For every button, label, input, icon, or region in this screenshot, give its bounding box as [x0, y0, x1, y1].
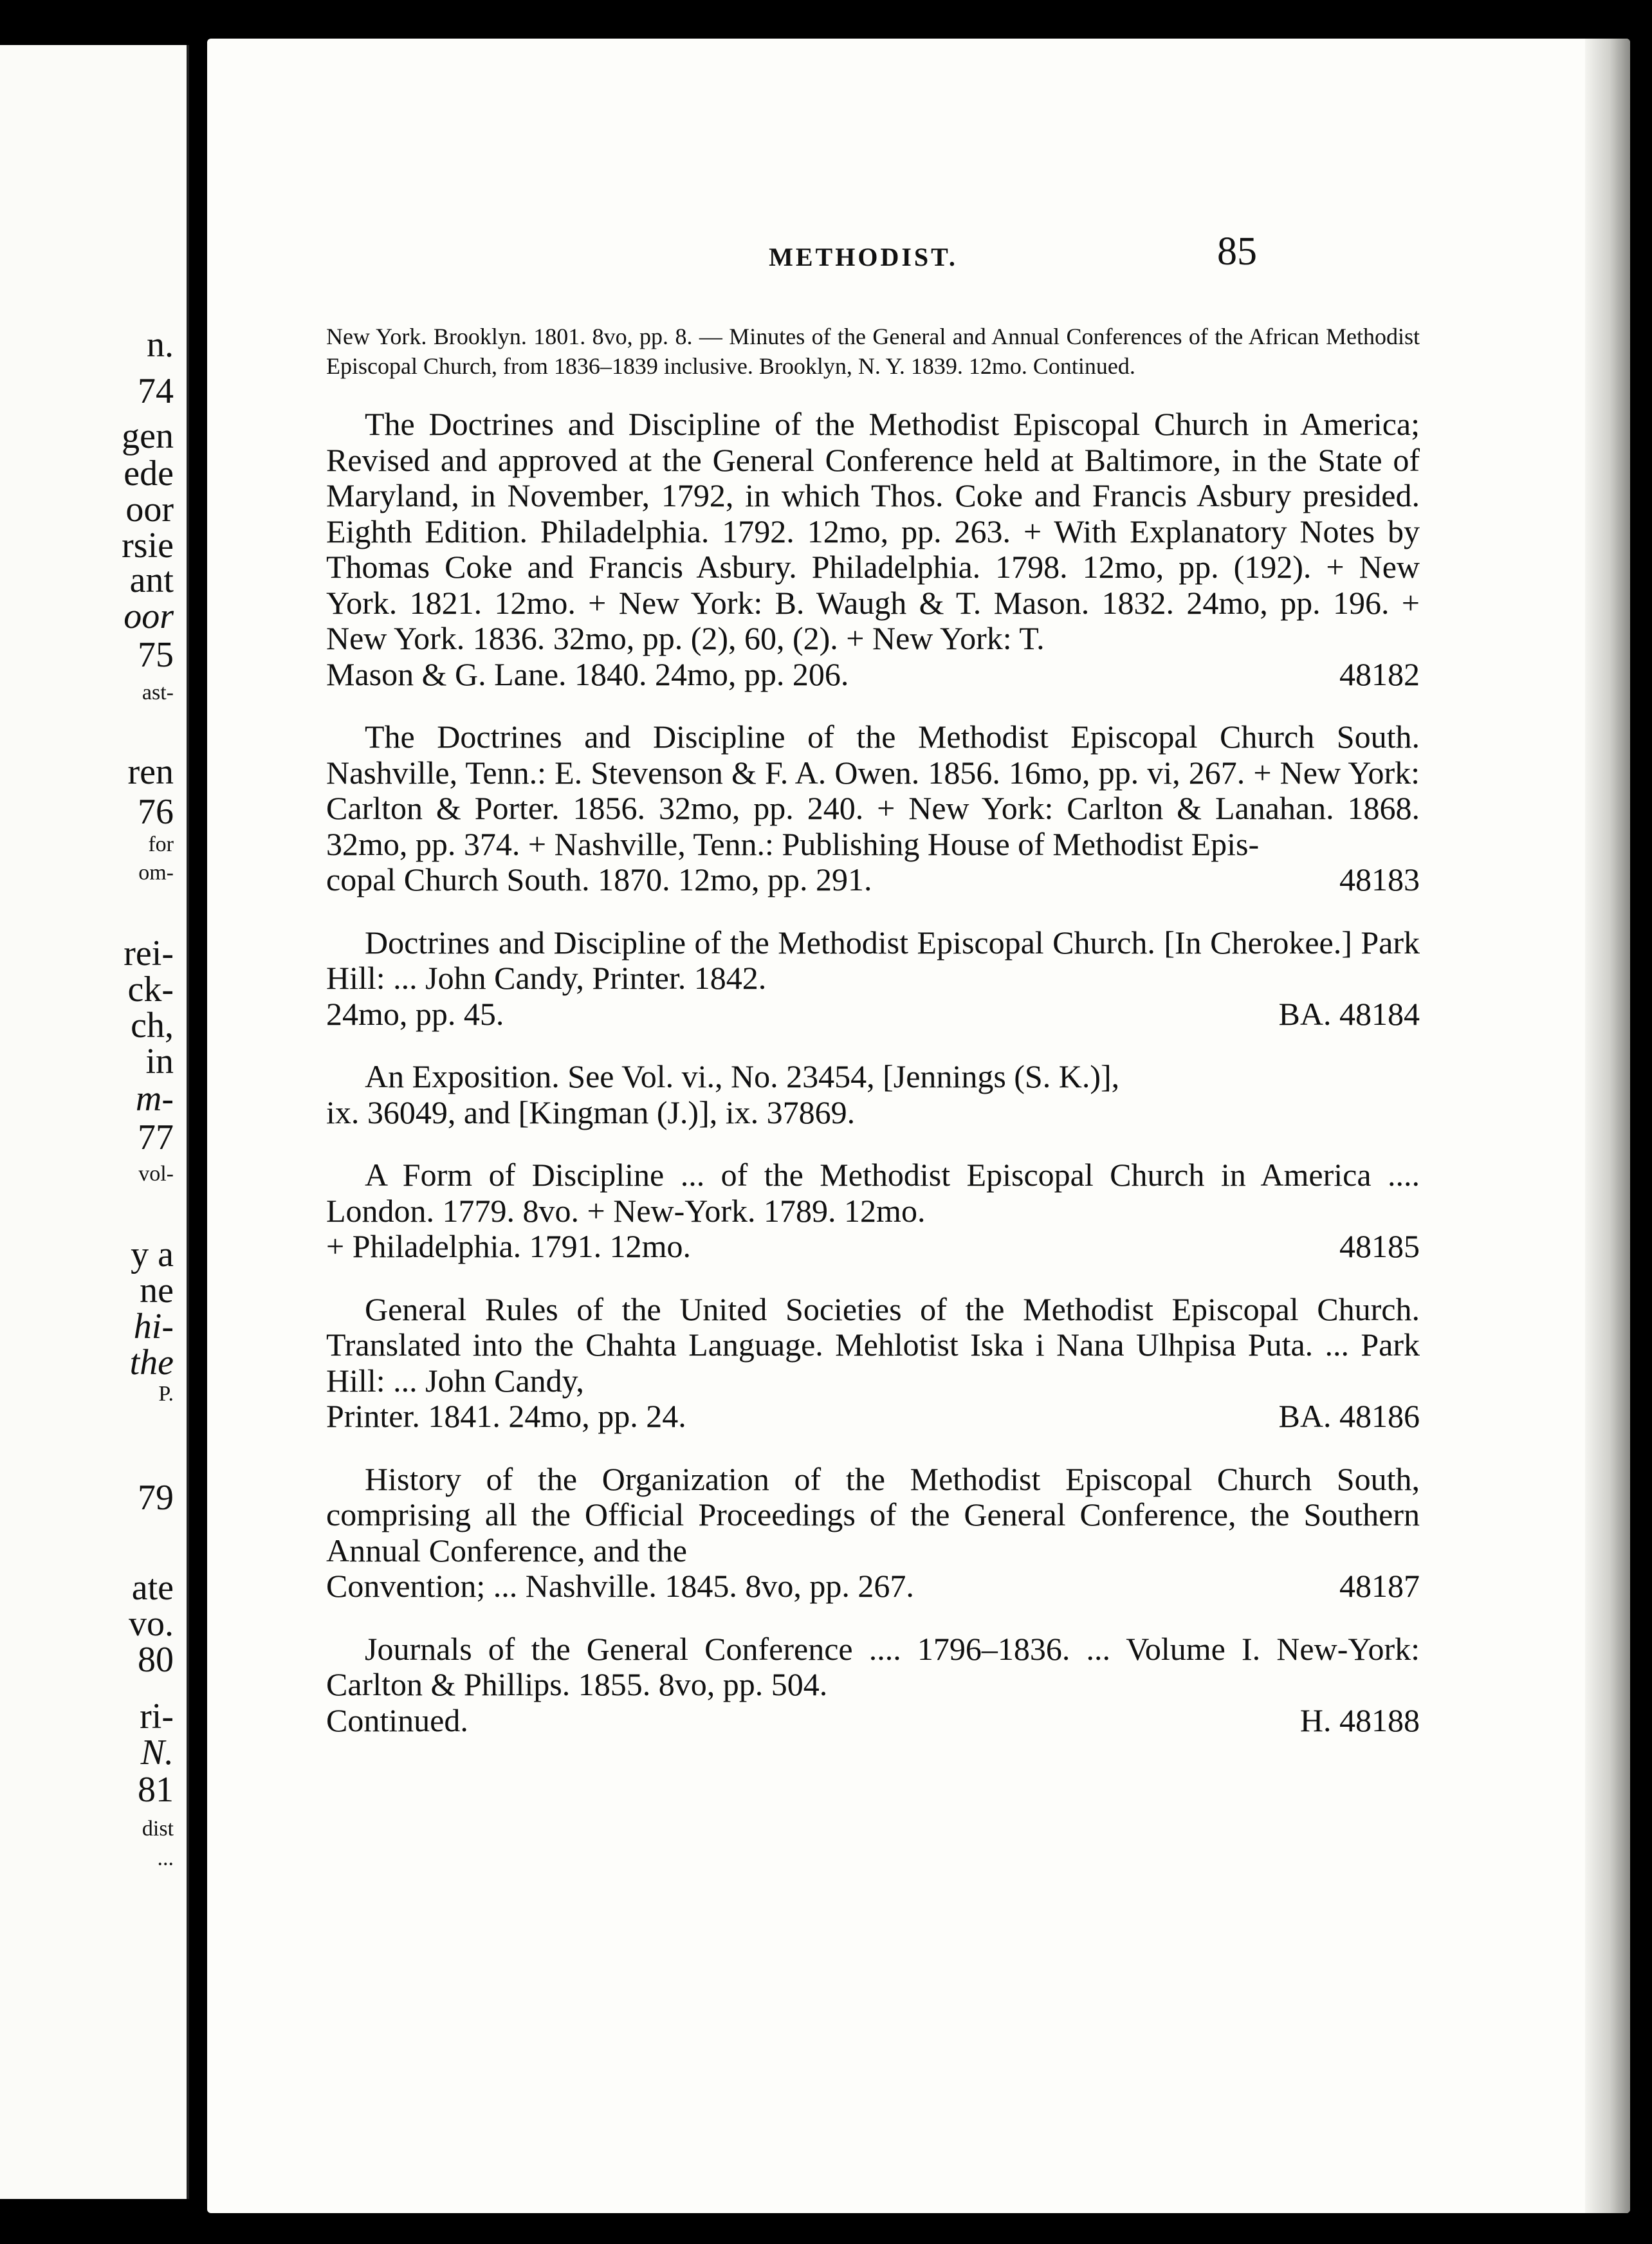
- facing-page-text: ck-: [127, 970, 174, 1009]
- facing-page-text: ri-: [140, 1697, 174, 1736]
- facing-page-text: ren: [127, 752, 174, 792]
- bibliography-entry: [326, 1059, 1420, 1130]
- entry-number: 48183: [1339, 861, 1420, 897]
- facing-page-text: y a: [131, 1235, 174, 1274]
- entry-final-line: [326, 657, 1420, 693]
- facing-page-text: ant: [129, 560, 174, 600]
- entry-number: H. 48188: [1299, 1702, 1420, 1738]
- entry-text: Journals of the General Conference .... 1796–1836. ... Volume I. New-York: Carlton & Phillips. 1855. 8vo, pp. 504.: [326, 1630, 1420, 1702]
- facing-page-text: ede: [124, 454, 174, 493]
- entry-number: 48185: [1339, 1228, 1420, 1264]
- entry-text: History of the Organization of the Methodist Episcopal Church South, comprising all the Official Proceedings of the General Conference, the Southern Annual Conference, and the: [326, 1460, 1420, 1568]
- facing-page-text: hi-: [133, 1307, 174, 1347]
- facing-page-text: for: [148, 832, 174, 856]
- entry-last-line: 24mo, pp. 45.: [326, 995, 504, 1032]
- entry-text: The Doctrines and Discipline of the Methodist Episcopal Church South. Nashville, Tenn.: E. Stevenson & F. A. Owen. 1856. 16mo, pp. vi, 267. + New York: Carlton & Porter. 1856. 32mo, pp. 240. + New York: Carlton & Lanahan. 1868. 32mo, pp. 374. + Nashville, Tenn.: Publishing House of Methodist Epis-: [326, 719, 1420, 862]
- entry-text: General Rules of the United Societies of the Methodist Episcopal Church. Translated into the Chahta Language. Mehlotist Iska i Nana Ulhpisa Puta. ... Park Hill: ... John Candy,: [326, 1291, 1420, 1399]
- facing-page-text: in: [145, 1042, 174, 1081]
- bibliography-entry: [326, 719, 1420, 898]
- entry-last-line: ix. 36049, and [Kingman (J.)], ix. 37869.: [326, 1094, 856, 1130]
- facing-page-text: 79: [138, 1478, 174, 1518]
- facing-page-text: ch,: [131, 1006, 174, 1045]
- entry-last-line: Convention; ... Nashville. 1845. 8vo, pp. 267.: [326, 1568, 914, 1604]
- facing-page-text: dist: [142, 1817, 174, 1841]
- bibliography-entry: [326, 407, 1420, 692]
- entry-number: 48182: [1339, 656, 1420, 692]
- facing-page-text: 76: [138, 792, 174, 832]
- bibliography-entry: [326, 1157, 1420, 1265]
- facing-page-text: 81: [138, 1770, 174, 1810]
- entry-last-line: Printer. 1841. 24mo, pp. 24.: [326, 1398, 686, 1434]
- entry-last-line: Continued.: [326, 1702, 468, 1738]
- entry-last-line: copal Church South. 1870. 12mo, pp. 291.: [326, 861, 872, 897]
- continued-entry: New York. Brooklyn. 1801. 8vo, pp. 8. — Minutes of the General and Annual Conferences of the African Methodist Episcopal Church, from 1836–1839 inclusive. Brooklyn, N. Y. 1839. 12mo. Continued.: [326, 324, 1420, 379]
- entry-text: A Form of Discipline ... of the Methodist Episcopal Church in America .... London. 1779. 8vo. + New-York. 1789. 12mo.: [326, 1157, 1420, 1229]
- facing-page-fragment: [0, 45, 189, 2199]
- facing-page-text: P.: [158, 1382, 174, 1406]
- entry-final-line: [326, 1095, 1420, 1131]
- book-page: [207, 39, 1630, 2213]
- entry-text: The Doctrines and Discipline of the Methodist Episcopal Church in America; Revised and approved at the General Conference held at Baltimore, in the State of Maryland, in November, 1792, in which Thos. Coke and Francis Asbury presided. Eighth Edition. Philadelphia. 1792. 12mo, pp. 263. + With Explanatory Notes by Thomas Coke and Francis Asbury. Philadelphia. 1798. 12mo, pp. (192). + New York. 1821. 12mo. + New York: B. Waugh & T. Mason. 1832. 24mo, pp. 196. + New York. 1836. 32mo, pp. (2), 60, (2). + New York: T.: [326, 406, 1420, 656]
- facing-page-text: 74: [138, 371, 174, 411]
- entry-last-line: Mason & G. Lane. 1840. 24mo, pp. 206.: [326, 656, 849, 692]
- bibliography-entry: [326, 1292, 1420, 1435]
- facing-page-text: 77: [138, 1117, 174, 1157]
- facing-page-text: vol-: [138, 1162, 174, 1186]
- bibliography-entry: [326, 1632, 1420, 1739]
- entry-list: [326, 407, 1420, 1738]
- facing-page-text: oor: [124, 596, 174, 636]
- entry-number: BA. 48184: [1278, 995, 1420, 1032]
- facing-page-text: ate: [131, 1568, 174, 1608]
- entry-final-line: [326, 862, 1420, 898]
- facing-page-text: rsie: [122, 526, 174, 566]
- facing-page-text: m-: [135, 1079, 174, 1119]
- facing-page-text: gen: [122, 416, 174, 456]
- bibliography-entry: [326, 1462, 1420, 1605]
- entry-number: 48187: [1339, 1568, 1420, 1604]
- running-head: METHODIST.: [769, 243, 958, 271]
- bibliography-entry: [326, 925, 1420, 1033]
- facing-page-text: oor: [125, 490, 174, 529]
- entry-final-line: [326, 997, 1420, 1033]
- entry-text: Doctrines and Discipline of the Methodist Episcopal Church. [In Cherokee.] Park Hill: ... John Candy, Printer. 1842.: [326, 924, 1420, 996]
- facing-page-text: N.: [140, 1733, 174, 1772]
- page-number: 85: [1217, 230, 1257, 273]
- facing-page-text: ne: [140, 1271, 174, 1311]
- facing-page-text: 75: [138, 635, 174, 675]
- facing-page-text: ...: [157, 1846, 174, 1870]
- text-block: [326, 322, 1420, 1765]
- entry-final-line: [326, 1229, 1420, 1265]
- facing-page-text: om-: [138, 861, 174, 885]
- page-edge-shadow: [1585, 39, 1630, 2213]
- facing-page-text: n.: [147, 325, 174, 365]
- facing-page-text: ast-: [142, 681, 174, 704]
- facing-page-text: the: [129, 1343, 174, 1383]
- entry-final-line: [326, 1703, 1420, 1739]
- facing-page-text: rei-: [124, 933, 174, 973]
- facing-page-text: vo.: [129, 1604, 174, 1644]
- entry-final-line: [326, 1399, 1420, 1435]
- entry-last-line: + Philadelphia. 1791. 12mo.: [326, 1228, 692, 1264]
- entry-number: BA. 48186: [1278, 1398, 1420, 1434]
- entry-text: An Exposition. See Vol. vi., No. 23454, [Jennings (S. K.)],: [365, 1058, 1120, 1094]
- entry-final-line: [326, 1568, 1420, 1605]
- facing-page-text: 80: [138, 1640, 174, 1680]
